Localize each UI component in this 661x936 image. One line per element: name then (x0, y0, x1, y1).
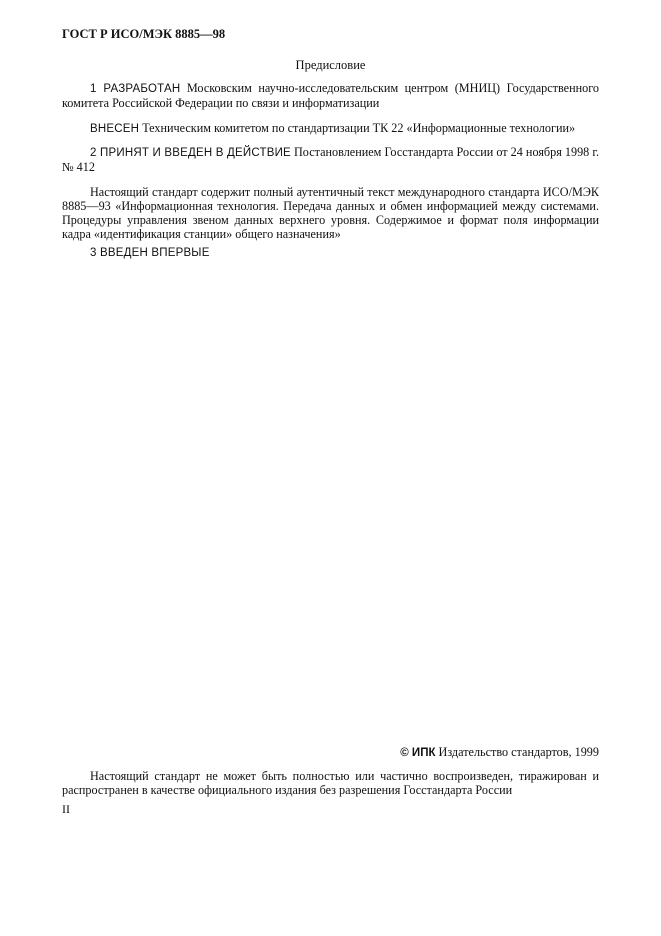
paragraph-text: Техническим комитетом по стандартизации ТК 22 «Информационные технологии» (139, 121, 576, 135)
paragraph-content-note (62, 185, 599, 241)
paragraph-lead: 3 ВВЕДЕН ВПЕРВЫЕ (90, 247, 210, 259)
document-header: ГОСТ Р ИСО/МЭК 8885—98 (62, 27, 226, 41)
reproduction-notice (62, 769, 599, 797)
paragraph-lead: 2 ПРИНЯТ И ВВЕДЕН В ДЕЙСТВИЕ (90, 147, 291, 159)
copyright-org: © ИПК (400, 747, 436, 759)
copyright-line (400, 745, 599, 760)
paragraph-introduced (62, 121, 599, 136)
notice-text: Настоящий стандарт не может быть полностью или частично воспроизведен, тиражирован и распространен в качестве официального издания без разрешения Госстандарта России (62, 769, 599, 797)
paragraph-text: Постановлением Госстандарта России от 24 ноября 1998 г. № 412 (62, 145, 600, 174)
section-title: Предисловие (295, 58, 366, 72)
paragraph-adopted (62, 145, 599, 174)
copyright-text: Издательство стандартов, 1999 (435, 745, 599, 759)
paragraph-first-introduced (62, 245, 599, 260)
paragraph-lead: ВНЕСЕН (90, 123, 140, 135)
paragraph-lead: 1 РАЗРАБОТАН (90, 83, 181, 95)
paragraph-text: Московским научно-исследовательским центром (МНИЦ) Государственного комитета Российской Федерации по связи и информатизации (62, 81, 599, 110)
page-number: II (62, 802, 70, 816)
paragraph-text: Настоящий стандарт содержит полный аутентичный текст международного стандарта ИСО/МЭК 8885—93 «Информационная технология. Передача данных и обмен информацией между системами. Процедуры управления звеном данных верхнего уровня. Содержимое и формат поля информации кадра «идентификация станции» общего назначения» (62, 185, 599, 241)
paragraph-developed (62, 81, 599, 110)
